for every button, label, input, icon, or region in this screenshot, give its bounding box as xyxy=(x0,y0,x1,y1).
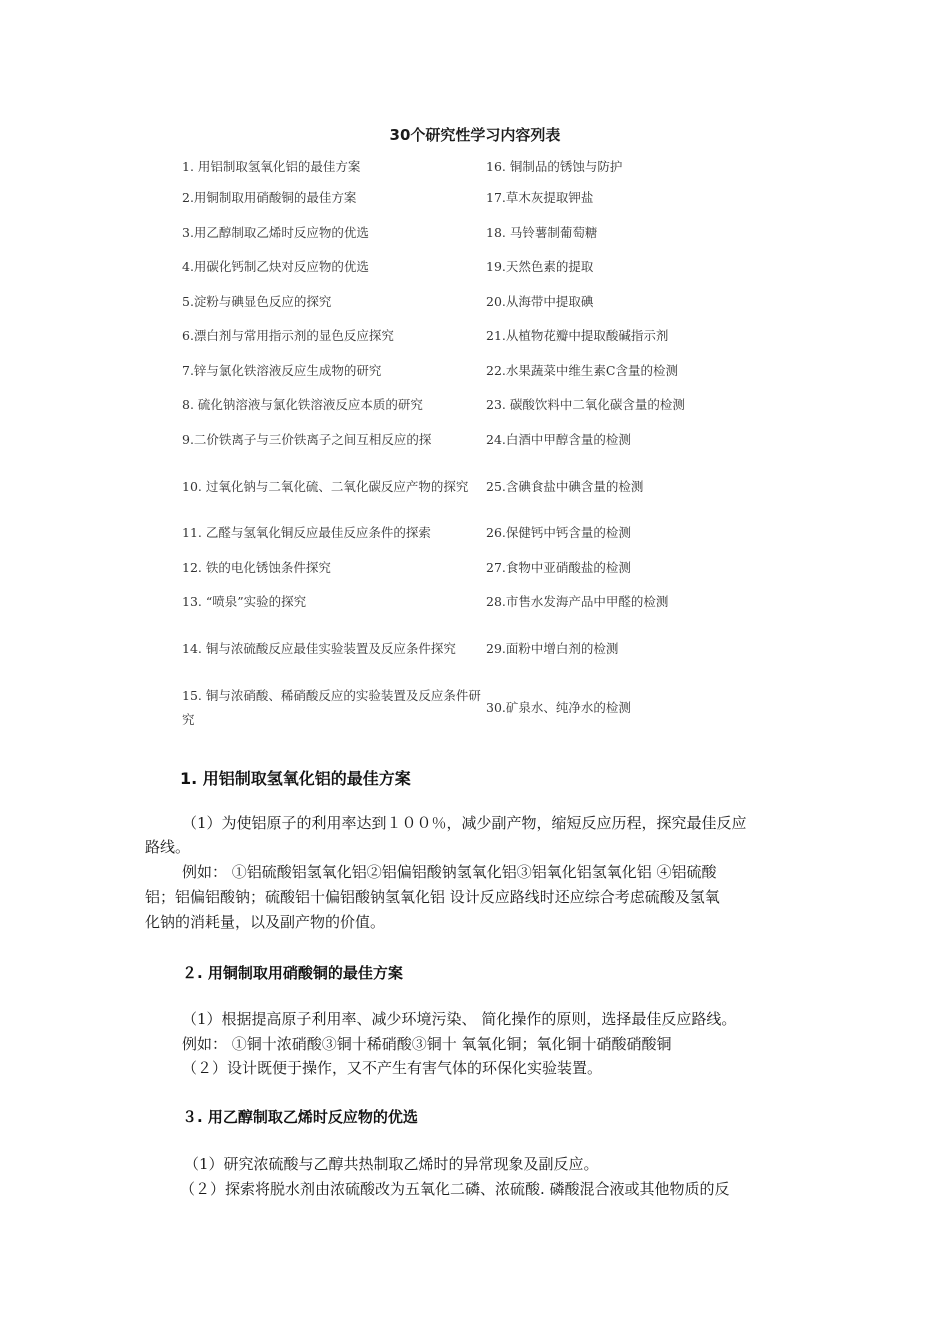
section-2-paragraph-line: （1）根据提高原子利用率、减少环境污染、 简化操作的原则，选择最佳反应路线。 xyxy=(182,1010,737,1028)
topic-item-18: 18. 马铃薯制葡萄糖 xyxy=(486,224,598,240)
topic-row xyxy=(182,423,742,458)
topic-row xyxy=(182,388,742,423)
topic-item-7: 7.锌与氯化铁溶液反应生成物的研究 xyxy=(182,362,382,378)
topic-item-19: 19.天然色素的提取 xyxy=(486,259,594,275)
section-2-paragraph-line: （２）设计既便于操作，又不产生有害气体的环保化实验装置。 xyxy=(182,1059,603,1077)
section-1-example-line: 例如： ①铝硫酸铝氢氧化铝②铝偏铝酸钠氢氧化铝③铝氧化铝氢氧化铝 ④铝硫酸 xyxy=(182,863,717,881)
topic-row xyxy=(182,551,742,586)
topic-row xyxy=(182,152,742,181)
topic-item-20: 20.从海带中提取碘 xyxy=(486,293,594,309)
section-1-example-line: 化钠的消耗量，以及副产物的价值。 xyxy=(145,913,386,931)
document-title: 30个研究性学习内容列表 xyxy=(389,126,561,144)
topic-item-15: 15. 铜与浓硝酸、稀硝酸反应的实验装置及反应条件研究 xyxy=(182,688,481,727)
section-2-heading: ２. 用铜制取用硝酸铜的最佳方案 xyxy=(182,964,403,982)
topic-item-24: 24.白酒中甲醇含量的检测 xyxy=(486,431,631,447)
topic-row xyxy=(182,585,742,620)
topic-item-11: 11. 乙醛与氢氧化铜反应最佳反应条件的探索 xyxy=(182,525,431,541)
topic-row xyxy=(182,354,742,389)
topic-item-26: 26.保健钙中钙含量的检测 xyxy=(486,525,631,541)
section-3-heading: ３. 用乙醇制取乙烯时反应物的优选 xyxy=(182,1108,418,1126)
topic-item-22: 22.水果蔬菜中维生素C含量的检测 xyxy=(486,362,678,378)
topic-row xyxy=(182,319,742,354)
topic-row xyxy=(182,457,742,516)
topic-item-25: 25.含碘食盐中碘含量的检测 xyxy=(486,478,644,494)
topic-row xyxy=(182,620,742,679)
topic-item-10: 10. 过氧化钠与二氧化硫、二氧化碳反应产物的探究 xyxy=(182,478,469,494)
topic-item-28: 28.市售水发海产品中甲醛的检测 xyxy=(486,594,669,610)
topic-list xyxy=(182,152,742,738)
topic-item-17: 17.草木灰提取钾盐 xyxy=(486,190,594,206)
topic-item-30: 30.矿泉水、纯净水的检测 xyxy=(486,700,631,715)
topic-item-1: 1. 用铝制取氢氧化铝的最佳方案 xyxy=(182,158,361,174)
topic-item-27: 27.食物中亚硝酸盐的检测 xyxy=(486,559,631,575)
topic-item-23: 23. 碳酸饮料中二氧化碳含量的检测 xyxy=(486,397,685,413)
section-1-heading: 1. 用铝制取氢氧化铝的最佳方案 xyxy=(180,769,411,788)
topic-item-4: 4.用碳化钙制乙炔对反应物的优选 xyxy=(182,259,369,275)
topic-row xyxy=(182,285,742,320)
topic-row xyxy=(182,516,742,551)
topic-item-14: 14. 铜与浓硫酸反应最佳实验装置及反应条件探究 xyxy=(182,641,456,656)
topic-item-2: 2.用铜制取用硝酸铜的最佳方案 xyxy=(182,190,357,206)
topic-row xyxy=(182,250,742,285)
section-1-paragraph-line: （1）为使铝原子的利用率达到１００％，减少副产物，缩短反应历程，探究最佳反应 xyxy=(182,814,747,832)
topic-item-5: 5.淀粉与碘显色反应的探究 xyxy=(182,293,332,309)
section-1-example-line: 铝；铝偏铝酸钠；硫酸铝十偏铝酸钠氢氧化铝 设计反应路线时还应综合考虑硫酸及氢氧 xyxy=(145,888,720,906)
topic-item-13: 13. “喷泉”实验的探究 xyxy=(182,594,307,610)
topic-row xyxy=(182,679,742,738)
section-3-paragraph-line: （２）探索将脱水剂由浓硫酸改为五氧化二磷、浓硫酸. 磷酸混合液或其他物质的反 xyxy=(180,1180,730,1198)
topic-item-3: 3.用乙醇制取乙烯时反应物的优选 xyxy=(182,224,369,240)
topic-item-12: 12. 铁的电化锈蚀条件探究 xyxy=(182,559,331,575)
topic-item-9: 9.二价铁离子与三价铁离子之间互相反应的探 xyxy=(182,431,432,447)
topic-item-8: 8. 硫化钠溶液与氯化铁溶液反应本质的研究 xyxy=(182,397,423,413)
section-1-paragraph-line: 路线。 xyxy=(145,838,191,856)
topic-item-16: 16. 铜制品的锈蚀与防护 xyxy=(486,158,623,174)
topic-item-29: 29.面粉中增白剂的检测 xyxy=(486,641,619,656)
topic-item-21: 21.从植物花瓣中提取酸碱指示剂 xyxy=(486,328,669,344)
section-2-example-line: 例如： ①铜十浓硝酸③铜十稀硝酸③铜十 氧氧化铜；氧化铜十硝酸硝酸铜 xyxy=(182,1035,672,1053)
topic-row xyxy=(182,181,742,216)
section-3-paragraph-line: （1）研究浓硫酸与乙醇共热制取乙烯时的异常现象及副反应。 xyxy=(184,1155,599,1173)
topic-item-6: 6.漂白剂与常用指示剂的显色反应探究 xyxy=(182,328,394,344)
topic-row xyxy=(182,216,742,251)
